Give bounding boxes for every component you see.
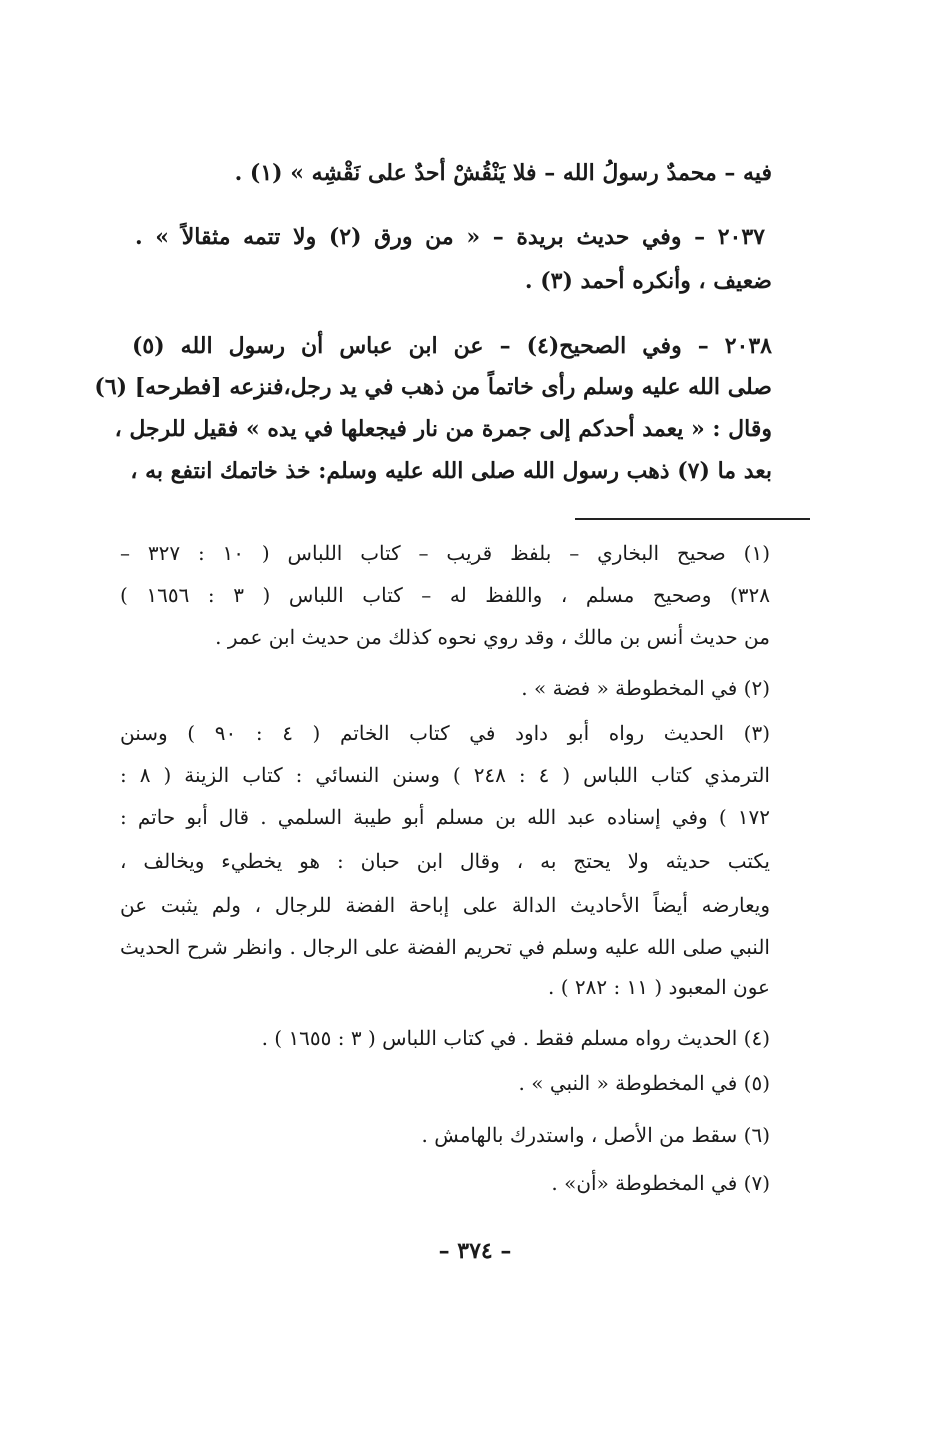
footnote-1-line-3: من حديث أنس بن مالك ، وقد روي نحوه كذلك من حديث ابن عمر . (215, 625, 770, 649)
main-text-line-6: وقال : « يعمد أحدكم إلى جمرة من نار فيجعلها في يده » فقيل للرجل ، (114, 416, 772, 442)
footnote-3-line-4: يكتب حديثه ولا يحتج به ، وقال ابن حبان : هو يخطيء ويخالف ، (120, 849, 770, 873)
main-text-line-5: صلى الله عليه وسلم رأى خاتماً من ذهب في يد رجل،فنزعه [فطرحه] (٦) (94, 374, 772, 400)
main-text-line-7: بعد ما (٧) ذهب رسول الله صلى الله عليه وسلم: خذ خاتمك انتفع به ، (130, 458, 772, 484)
footnote-3-line-1: (٣) الحديث رواه أبو داود في كتاب الخاتم ( ٤ : ٩٠ ) وسنن (120, 721, 770, 745)
main-text-line-1: فيه – محمدٌ رسولُ الله – فلا يَنْقُشْ أحدٌ على نَقْشِه » (١) . (234, 160, 772, 186)
footnote-3-line-7: عون المعبود ( ١١ : ٢٨٢ ) . (547, 975, 770, 999)
footnote-3-line-2: الترمذي كتاب اللباس ( ٤ : ٢٤٨ ) وسنن النسائي : كتاب الزينة ( ٨ : (120, 763, 770, 787)
page-number: – ٣٧٤ – (438, 1238, 512, 1264)
footnote-divider (575, 518, 810, 520)
main-text-line-3: ضعيف ، وأنكره أحمد (٣) . (524, 268, 772, 294)
footnote-6: (٦) سقط من الأصل ، واستدرك بالهامش . (421, 1123, 770, 1147)
footnote-1-line-2: ٣٢٨) وصحيح مسلم ، واللفظ له – كتاب اللباس ( ٣ : ١٦٥٦ ) (120, 583, 771, 607)
footnote-1-line-1: (١) صحيح البخاري – بلفظ قريب – كتاب اللباس ( ١٠ : ٣٢٧ – (120, 541, 770, 565)
main-text-line-4: ٢٠٣٨ – وفي الصحيح(٤) – عن ابن عباس أن رسول الله (٥) (132, 333, 772, 359)
footnote-3-line-3: ١٧٢ ) وفي إسناده عبد الله بن مسلم أبو طيبة السلمي . قال أبو حاتم : (120, 805, 770, 829)
footnote-2: (٢) في المخطوطة « فضة » . (521, 676, 770, 700)
footnote-4: (٤) الحديث رواه مسلم فقط . في كتاب اللباس ( ٣ : ١٦٥٥ ) . (261, 1026, 770, 1050)
footnote-3-line-6: النبي صلى الله عليه وسلم في تحريم الفضة على الرجال . وانظر شرح الحديث (120, 935, 770, 959)
footnote-7: (٧) في المخطوطة «أن» . (551, 1171, 770, 1195)
footnote-5: (٥) في المخطوطة « النبي » . (518, 1071, 770, 1095)
footnote-3-line-5: ويعارضه أيضاً الأحاديث الدالة على إباحة الفضة للرجال ، ولم يثبت عن (120, 893, 770, 917)
main-text-line-2: ٢٠٣٧ – وفي حديث بريدة – « من ورق (٢) ولا تتمه مثقالاً » . (135, 224, 765, 250)
